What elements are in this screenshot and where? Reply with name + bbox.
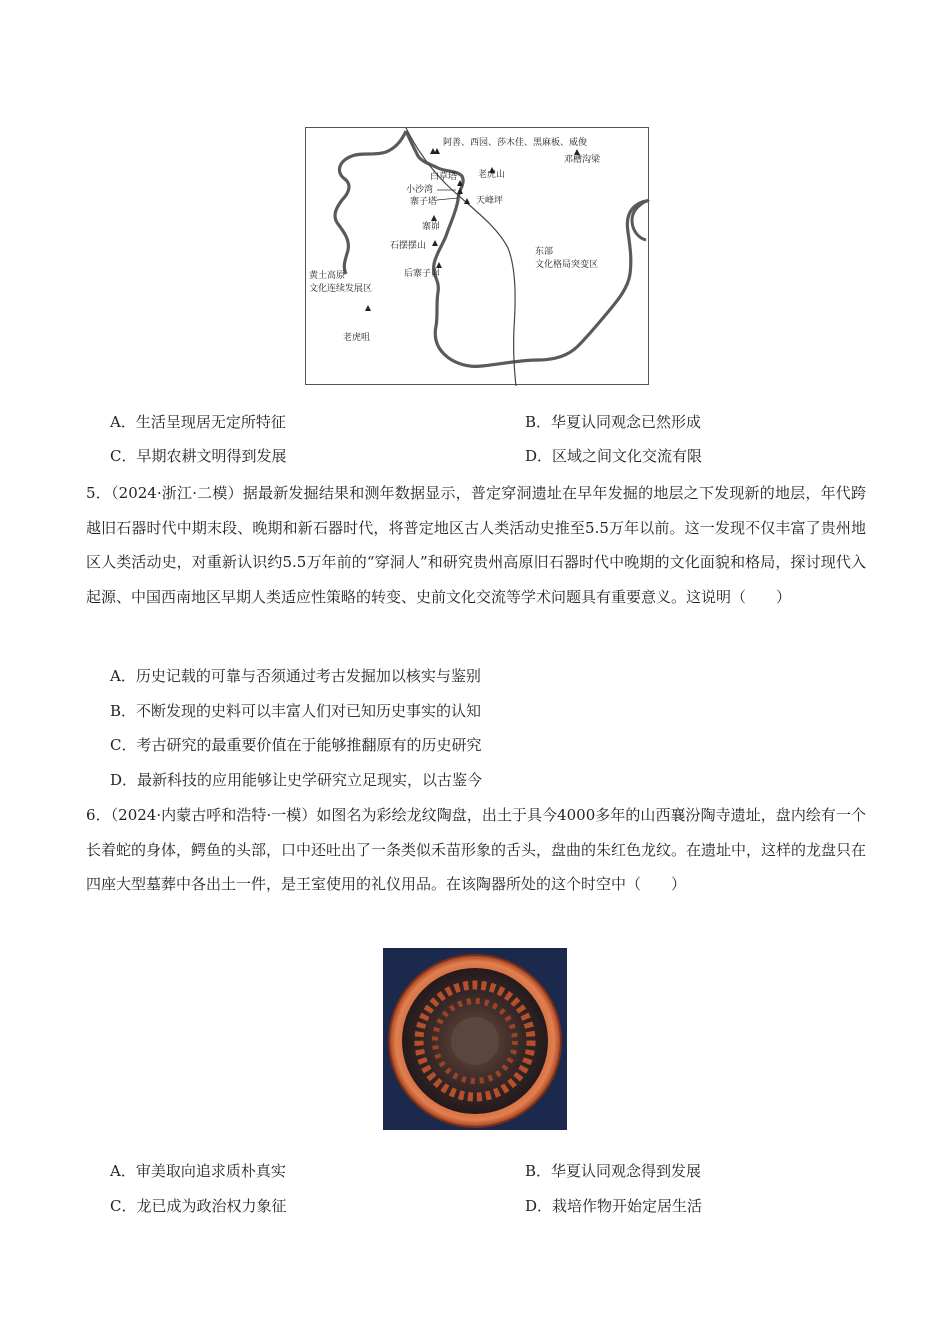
map-label-laohushan: 老虎山 [478,170,506,180]
q6-option-d[interactable]: D．栽培作物开始定居生活 [525,1197,703,1215]
map-lines [306,128,650,386]
map-label-east-2: 文化格局突变区 [535,260,599,270]
archaeology-map [305,127,649,385]
site-markers [365,148,580,311]
map-label-dengcao: 邓槽沟梁 [564,155,601,165]
q5-option-d[interactable]: D．最新科技的应用能够让史学研究立足现实，以古鉴今 [110,771,483,789]
map-label-xiaoshawan: 小沙湾 [406,185,434,195]
map-label-laohuzui: 老虎咀 [343,333,371,343]
map-label-baicaota: 白草塔 [430,172,458,182]
dragon-plate-image [383,948,567,1130]
map-label-shibaishan: 石摆摆山 [390,241,427,251]
map-label-houzhaizimao: 后寨子峁 [404,269,441,279]
q4-option-b[interactable]: B．华夏认同观念已然形成 [525,413,702,431]
map-label-top-sites: 阿善、西园、莎木佳、黑麻板、威俊 [443,138,588,148]
q5-option-c[interactable]: C．考古研究的最重要价值在于能够推翻原有的历史研究 [110,736,482,754]
q6-option-b[interactable]: B．华夏认同观念得到发展 [525,1162,702,1180]
q6-stem: 6．（2024·内蒙古呼和浩特·一模）如图名为彩绘龙纹陶盘，出土于具今4000多年的山西襄汾陶寺遗址，盘内绘有一个长着蛇的身体，鳄鱼的头部，口中还吐出了一条类似禾苗形象的舌头，盘曲的朱红色龙纹。在遗址中，这样的龙盘只在四座大型墓葬中各出土一件，是王室使用的礼仪用品。在该陶器所处的这个时空中（ ） [86,806,867,893]
q6-option-a[interactable]: A．审美取向追求质朴真实 [110,1162,286,1180]
map-label-loess-2: 文化连续发展区 [309,284,373,294]
map-label-tianfengping: 天峰坪 [476,196,504,206]
map-label-zhaimao: 寨峁 [422,222,441,232]
q4-option-a[interactable]: A．生活呈现居无定所特征 [110,413,286,431]
map-label-east-1: 东部 [535,247,554,257]
q5-option-b[interactable]: B．不断发现的史料可以丰富人们对已知历史事实的认知 [110,702,482,720]
q4-option-c[interactable]: C．早期农耕文明得到发展 [110,447,287,465]
q5-option-a[interactable]: A．历史记载的可靠与否须通过考古发掘加以核实与鉴别 [110,667,481,685]
q4-option-d[interactable]: D．区域之间文化交流有限 [525,447,703,465]
q5-stem: 5．（2024·浙江·二模）据最新发掘结果和测年数据显示，普定穿洞遗址在早年发掘的地层之下发现新的地层，年代跨越旧石器时代中期末段、晚期和新石器时代，将普定地区古人类活动史推至5.5万年以前。这一发现不仅丰富了贵州地区人类活动史，对重新认识约5.5万年前的“穿洞人”和研究贵州高原旧石器时代中晚期的文化面貌和格局，探讨现代入起源、中国西南地区早期人类适应性策略的转变、史前文化交流等学术问题具有重要意义。这说明（ ） [86,484,866,606]
q6-option-c[interactable]: C．龙已成为政治权力象征 [110,1197,287,1215]
map-label-zhaizita: 寨子塔 [410,197,438,207]
map-label-loess-1: 黄土高原 [309,271,346,281]
dragon-plate-photo [383,948,567,1130]
